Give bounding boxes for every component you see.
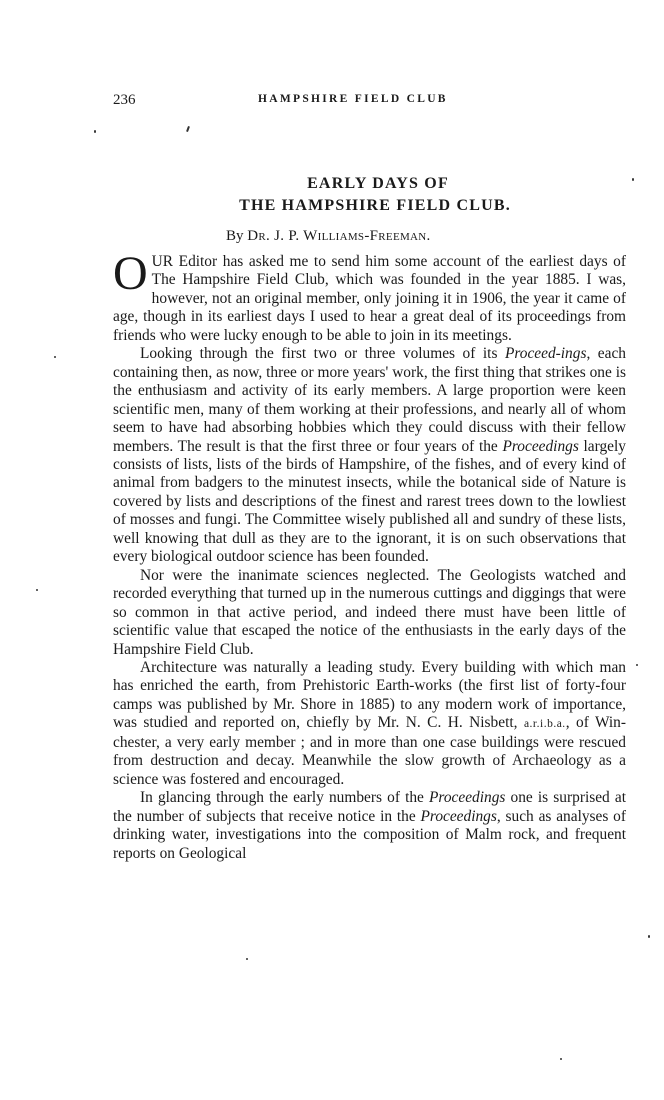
paragraph-5 [113, 789, 626, 863]
paragraph-2-italic-b: Proceedings [502, 437, 579, 455]
article-title-line-1: EARLY DAYS OF [307, 175, 449, 192]
running-head [113, 92, 633, 112]
paragraph-5-italic-a: Proceedings [429, 789, 506, 807]
byline-author: Dr. J. P. Williams-Freeman. [247, 228, 431, 244]
scan-speck [636, 664, 638, 666]
paragraph-4-text-a: Architecture was naturally a leading study. Every building with which man has enriched the earth, from Prehistoric Earth-works (the first list of forty-four camps was published by Mr. Shore in 1885) to any modern work of importance, was studied and reported on, chiefly by Mr. N. C. H. Nisbett, [113, 658, 626, 732]
paragraph-5-text-a: In glancing through the early numbers of the [140, 789, 430, 807]
paragraph-5-text-b: one is surprised at the number of subjects that receive notice in the [113, 789, 626, 825]
paragraph-4-aribа: a.r.i.b.a. [523, 718, 566, 731]
article-body [113, 247, 627, 863]
paragraph-2-italic-a: Proceed-ings [504, 345, 587, 363]
scan-speck [186, 126, 190, 132]
paragraph-2-text-c: largely consists of lists, lists of the birds of Hampshire, of the fishes, and of every kind of animal from badgers to the minutest insects, while the botanical side of Nature is covered by lists and descriptions of the finest and rarest trees down to the lowliest of mosses and fungi. The Committee wisely published all and sundry of these lists, well knowing that dull as they are to the ignorant, it is on such observations that every biological outdoor science has been founded. [113, 437, 626, 566]
paragraph-1-text: UR Editor has asked me to send him some account of the earliest days of The Hampshire Field Club, which was founded in the year 1885. I was, however, not an original member, only joining it in 1906, the year it came of age, though in its earliest days I used to hear a great deal of its proceedings from friends who were lucky enough to be able to join in its meetings. [113, 253, 626, 344]
paragraph-2-text-b: , each containing then, as now, three or more years' work, the first thing that strikes one is the enthusiasm and activity of its early members. A large proportion were keen scientific men, many of them working at their professions, and nearly all of whom seem to have had absorbing hobbies which they could discuss with their fellow members. The result is that the first three or four years of the [113, 345, 626, 455]
scan-speck [632, 178, 634, 181]
paragraph-5-italic-b: Proceedings [420, 807, 497, 825]
scan-speck [246, 958, 248, 960]
page-number: 236 [113, 92, 136, 108]
byline [226, 228, 431, 245]
scan-speck [54, 356, 56, 358]
paragraph-1 [113, 247, 626, 345]
paragraph-4-text-b: , of Win-chester, a very early member ; and in more than one case buildings were rescued from destruction and decay. Meanwhile the slow growth of Archaeology as a science was fostered and encouraged. [113, 714, 627, 788]
journal-name: HAMPSHIRE FIELD CLUB [258, 93, 448, 105]
scan-speck [36, 589, 38, 591]
byline-prefix: By [226, 228, 248, 244]
scan-speck [648, 935, 650, 938]
paragraph-2 [113, 345, 626, 566]
paragraph-4 [113, 659, 626, 789]
paragraph-2-text-a: Looking through the first two or three volumes of its [140, 345, 505, 363]
scan-speck [560, 1058, 562, 1060]
drop-cap: O [113, 247, 148, 300]
paragraph-3: Nor were the inanimate sciences neglected. The Geologists watched and recorded everything that turned up in the numerous cuttings and diggings that were so common in that active period, and indeed there must have been little of scientific value that escaped the notice of the enthusiasts in the early days of the Hampshire Field Club. [113, 566, 626, 658]
scan-speck [94, 130, 96, 133]
article-title-line-2: THE HAMPSHIRE FIELD CLUB. [239, 197, 511, 214]
paragraph-5-text-c: , such as analyses of drinking water, investigations into the composition of Malm rock, and frequent reports on Geological [113, 807, 626, 862]
